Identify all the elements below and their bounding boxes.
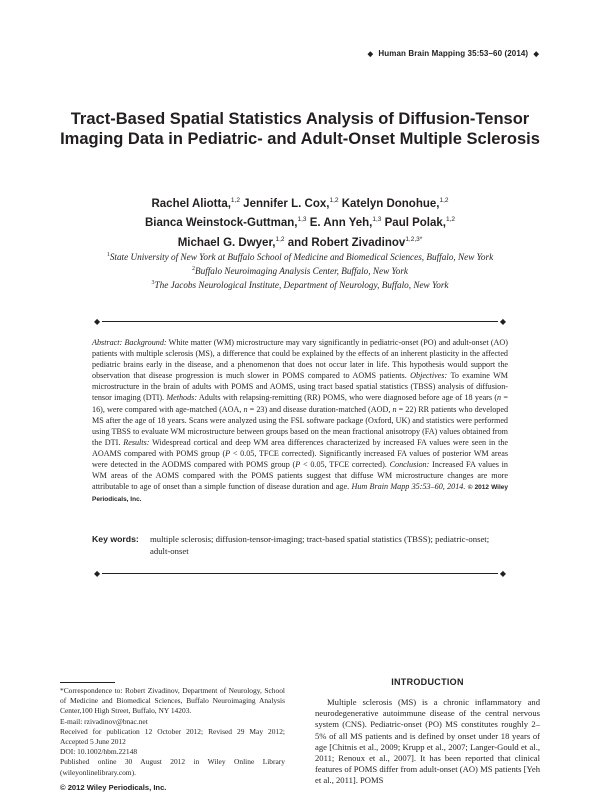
divider-diamond: ◆ bbox=[94, 317, 101, 326]
keywords-label: Key words: bbox=[92, 534, 139, 544]
author: Jennifer L. Cox,$^{1,2}$ bbox=[243, 197, 339, 210]
correspondence: *Correspondence to: Robert Zivadinov, Department of Neurology, School of Medicine and Biomedical Sciences, Buffalo Neuroimaging Analysis Center,100 High Street, Buffalo, NY 14203. bbox=[60, 686, 285, 716]
affiliation: $^3$The Jacobs Neurological Institute, Department of Neurology, Buffalo, New York bbox=[151, 280, 449, 291]
introduction-heading: INTRODUCTION bbox=[391, 677, 464, 687]
author-list bbox=[80, 193, 520, 251]
abstract-copyright: © 2012 Wiley Periodicals, Inc. bbox=[92, 484, 509, 504]
author: Rachel Aliotta,$^{1,2}$ bbox=[151, 197, 240, 210]
running-head-bullet-left: ◆ bbox=[367, 51, 374, 58]
email: E-mail: rzivadinov@bnac.net bbox=[60, 716, 148, 726]
divider-diamond: ◆ bbox=[94, 569, 101, 578]
section-divider-bottom bbox=[92, 569, 508, 579]
journal-reference: Hum Brain Mapp 35:53–60, 2014. bbox=[351, 482, 466, 492]
author: E. Ann Yeh,$^{1,3}$ bbox=[309, 216, 382, 230]
introduction-text: Multiple sclerosis (MS) is a chronic inflammatory and neurodegenerative autoimmune disease of the central nervous system (CNS). Pediatric-onset (PO) MS constitutes roughly 2–5% of all MS patients and is defined by onset under 18 years of age [Chitnis et al., 2009; Krupp et al., 2007; Langer-Gould et al., 2011; Renoux et al., 2007]. It has been reported that clinical features of POMS differ from adult-onset (AO) MS patients [Yeh et al., 2011]. POMS bbox=[315, 697, 540, 786]
paper-title: Tract-Based Spatial Statistics Analysis of Diffusion-Tensor Imaging Data in Pediatric- and Adult-Onset Multiple Sclerosis bbox=[60, 110, 540, 148]
keywords bbox=[92, 534, 508, 558]
keywords-text: multiple sclerosis; diffusion-tensor-imaging; tract-based spatial statistics (TBSS); pediatric-onset; adult-onset bbox=[150, 534, 490, 556]
received-dates: Received for publication 12 October 2012; Revised 29 May 2012; Accepted 5 June 2012 bbox=[60, 726, 285, 747]
footnote bbox=[60, 686, 285, 778]
running-head bbox=[365, 49, 542, 58]
section-divider-top bbox=[92, 317, 508, 327]
copyright: © 2012 Wiley Periodicals, Inc. bbox=[60, 783, 167, 792]
author: Katelyn Donohue,$^{1,2}$ bbox=[341, 197, 449, 210]
affiliation: $^1$State University of New York at Buffalo School of Medicine and Biomedical Sciences, Buffalo, New York bbox=[106, 252, 494, 262]
author: Bianca Weinstock-Guttman,$^{1,3}$ bbox=[144, 216, 307, 230]
doi: DOI: 10.1002/hbm.22148 bbox=[60, 747, 138, 757]
author: Paul Polak,$^{1,2}$ bbox=[384, 216, 456, 230]
running-head-bullet-right: ◆ bbox=[533, 51, 539, 58]
divider-diamond: ◆ bbox=[499, 317, 506, 326]
abstract: Abstract: Background: White matter (WM) microstructure may vary significantly in pediatric-onset (PO) and adult-onset (AO) patients with multiple sclerosis (MS), a difference that could be explained by the effects of an inherent plasticity in the affected pediatric brains early in the disease, and a phenomenon that does not occur later in life. This hypothesis would support the observation that disease progression is much slower in POMS compared to AOMS patients. Objectives: To examine WM microstructure in the brain of adults with POMS and AOMS, using tract based spatial statistics (TBSS) analysis of diffusion-tensor imaging (DTI). Methods: Adults with relapsing-remitting (RR) POMS, who were diagnosed before age of 18 years (n = 16), were compared with age-matched (AOA, n = 23) and disease duration-matched (AOD, n = 22) RR patients who developed MS after the age of 18 years. Scans were analyzed using the FSL software package (Oxford, UK) and statistics were performed using TBSS to evaluate WM microstructure between groups based on the mean fractional anisotropy (FA) values obtained from the DTI. Results: Widespread cortical and deep WM area differences characterized by increased FA values were seen in the AOAMS compared with POMS group (P < 0.05, TFCE corrected). Significantly increased FA values of posterior WM areas were detected in the AODMS compared with POMS group (P < 0.05, TFCE corrected). Conclusion: Increased FA values in WM areas of the AOMS compared with the POMS patients suggest that diffuse WM microstructure changes are more attributable to age of onset than a simple function of disease duration and age. Hum Brain Mapp 35:53–60, 2014. © 2012 Wiley Periodicals, Inc. bbox=[92, 338, 509, 504]
published-online: Published online 30 August 2012 in Wiley Online Library (wileyonlinelibrary.com). bbox=[60, 757, 285, 777]
affiliation: $^2$Buffalo Neuroimaging Analysis Center, Buffalo, New York bbox=[191, 266, 409, 277]
author: and Robert Zivadinov$^{1,2,3*}$ bbox=[287, 235, 423, 249]
author: Michael G. Dwyer,$^{1,2}$ bbox=[177, 235, 285, 249]
footnote-rule bbox=[60, 682, 115, 683]
journal-citation: Human Brain Mapping 35:53–60 (2014) bbox=[378, 49, 529, 58]
affiliation-list bbox=[95, 249, 505, 292]
divider-diamond: ◆ bbox=[499, 569, 506, 578]
